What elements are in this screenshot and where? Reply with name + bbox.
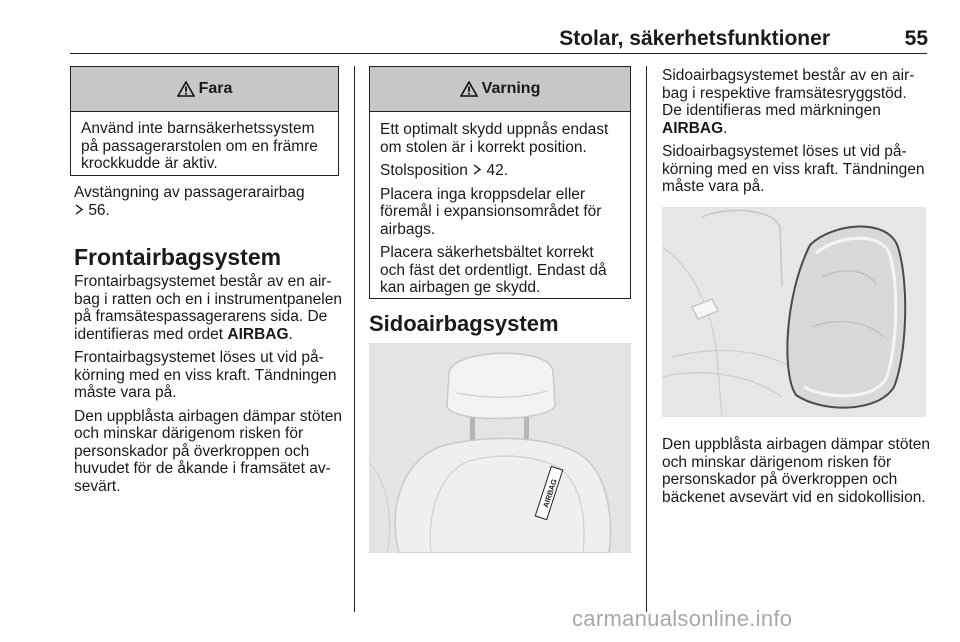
page-header-title: Stolar, säkerhetsfunktioner <box>559 27 830 50</box>
warning-paragraph-3: Placera inga kroppsdelar eller föremål i expansionsområdet för airbags. <box>380 185 602 238</box>
warning-box-header <box>370 67 630 112</box>
danger-box-header <box>71 67 338 112</box>
frontairbag-paragraph-3: Den uppblåsta airbagen dämpar stöten och minskar därigenom risken för personskador på överkroppen och huvudet för de åkande i framsätet avsevärt. <box>74 407 342 495</box>
column-divider-2 <box>646 66 647 612</box>
danger-box <box>70 66 339 176</box>
seat-airbag-tag: AIRBAG <box>541 477 559 509</box>
sideairbag-paragraph-3: Den uppblåsta airbagen dämpar stöten och minskar därigenom risken för personskador på överkroppen och bäckenet avsevärt vid en sidokollision. <box>662 436 930 506</box>
warning-paragraph-1: Ett optimalt skydd uppnås endast om stolen är i korrekt position. <box>380 121 609 156</box>
reference-arrow-icon <box>472 164 482 175</box>
warning-triangle-icon <box>460 81 478 97</box>
danger-box-title: Fara <box>198 80 233 97</box>
danger-box-text: Använd inte barnsäkerhetssystem på passagerarstolen om en främre krockkudde är aktiv. <box>81 120 318 172</box>
column-divider-1 <box>354 66 355 612</box>
warning-paragraph-4: Placera säkerhetsbältet korrekt och fäst det ordentligt. Endast då kan airbagen ge skydd. <box>380 244 607 296</box>
sideairbag-paragraph-1: Sidoairbagsystemet består av en airbag i respektive framsätesryggstöd. De identifieras med märkningen AIRBAG. <box>662 67 915 137</box>
frontairbag-paragraph-2: Frontairbagsystemet löses ut vid påkörning med en viss kraft. Tändningen måste vara på. <box>74 349 337 401</box>
reference-arrow-icon <box>74 204 84 215</box>
seat-airbag-label-illustration <box>369 343 631 553</box>
side-airbag-deployed-illustration <box>662 207 926 417</box>
warning-paragraph-2: Stolsposition 42. <box>380 162 509 179</box>
deactivation-text: Avstängning av passagerarairbag 56. <box>74 184 305 219</box>
warning-triangle-icon <box>177 81 195 97</box>
section-title-sideairbag: Sidoairbagsystem <box>369 311 559 336</box>
section-title-frontairbag: Frontairbagsystem <box>74 244 282 270</box>
page-number: 55 <box>904 27 928 50</box>
airbag-label: AIRBAG <box>662 119 724 137</box>
airbag-label: AIRBAG <box>227 325 289 343</box>
warning-box-title: Varning <box>481 80 541 97</box>
sideairbag-paragraph-2: Sidoairbagsystemet löses ut vid påkörning med en viss kraft. Tändningen måste vara på. <box>662 143 925 195</box>
header-rule <box>70 53 927 54</box>
warning-box <box>369 66 631 299</box>
frontairbag-paragraph-1: Frontairbagsystemet består av en airbag i ratten och en i instrumentpanelen på framsätespassagerarens sida. De identifieras med ordet AIRBAG. <box>74 273 342 343</box>
watermark: carmanualsonline.info <box>572 606 793 631</box>
